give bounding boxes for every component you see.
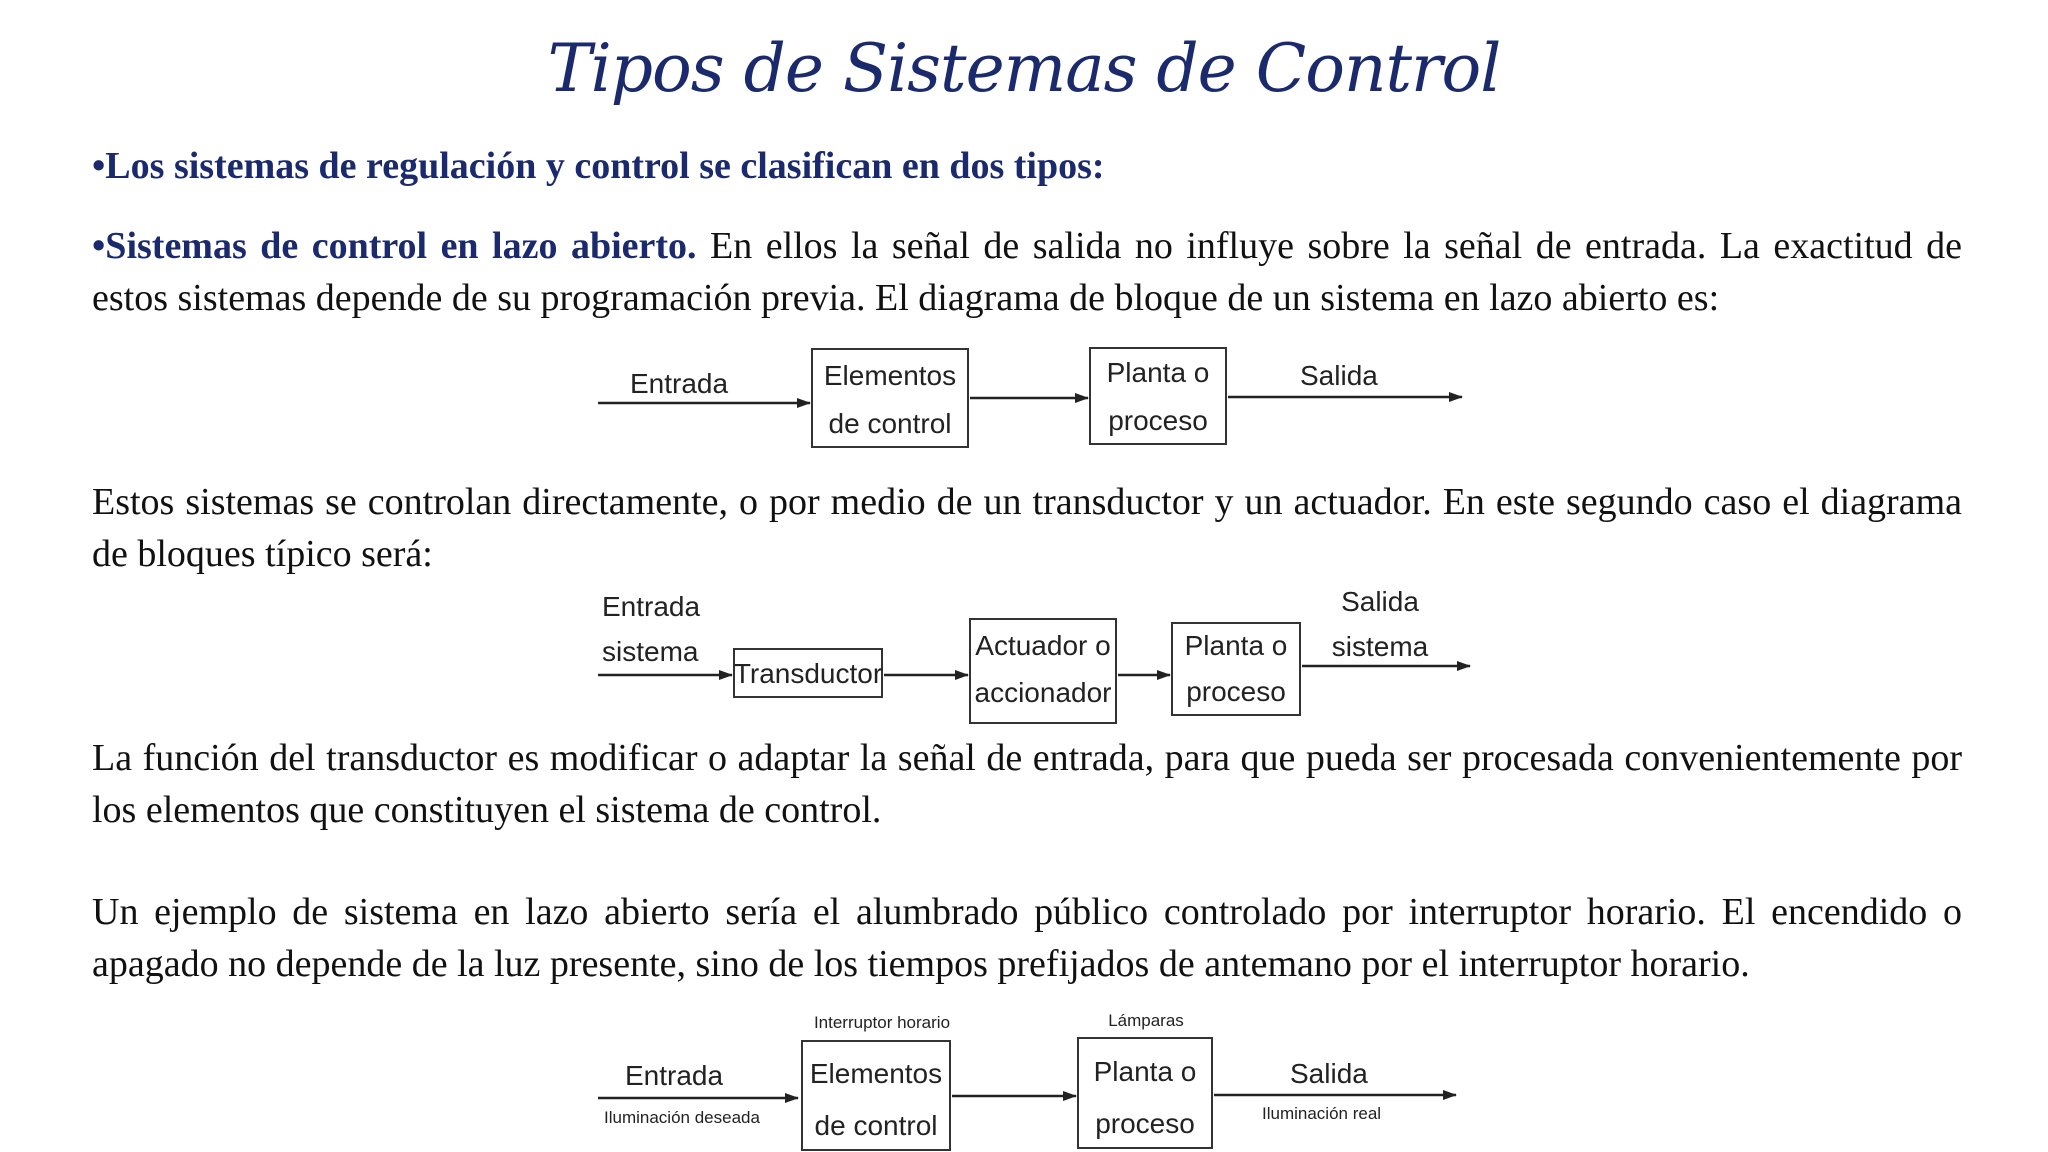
block-label: proceso [1108, 405, 1208, 436]
block-label: Transductor [733, 658, 883, 689]
intro-text: •Los sistemas de regulación y control se clasifican en dos tipos: [92, 145, 1105, 187]
open-loop-heading: •Sistemas de control en lazo abierto. [92, 225, 697, 267]
block-label: Elementos [809, 1058, 943, 1089]
block-label: Elementos [823, 360, 957, 391]
diagram3-input-sublabel: Iluminación deseada [604, 1108, 760, 1127]
block-label: de control [828, 408, 952, 439]
transducer-block-diagram [590, 583, 1490, 723]
page-title: Tipos de Sistemas de Control [547, 30, 1501, 107]
example-paragraph: Un ejemplo de sistema en lazo abierto sería el alumbrado público controlado por interruptor horario. El encendido o apagado no depende de la luz presente, sino de los tiempos prefijados de antemano por el interruptor horario. [92, 891, 1962, 985]
diagram3-input-label: Entrada [625, 1060, 724, 1091]
block-label: Planta o [1184, 630, 1288, 661]
diagram2-input-label: sistema [602, 636, 699, 667]
diagram3-output-label: Salida [1290, 1058, 1368, 1089]
diagram1-output-label: Salida [1300, 360, 1378, 391]
block-label: Planta o [1093, 1056, 1197, 1087]
function-paragraph: La función del transductor es modificar o adaptar la señal de entrada, para que pueda ser procesada convenientemente por los elementos que constituyen el sistema de control. [92, 737, 1962, 831]
block-label: de control [814, 1110, 938, 1141]
block-label: proceso [1095, 1108, 1195, 1139]
diagram2-output-label: sistema [1331, 631, 1429, 662]
block-label: proceso [1186, 676, 1286, 707]
diagram3-block2-caption: Lámparas [1108, 1011, 1184, 1030]
diagram1-input-label: Entrada [630, 368, 729, 399]
open-loop-block-diagram [590, 345, 1490, 460]
diagram2-output-label: Salida [1341, 586, 1419, 617]
block-label: Actuador o [975, 630, 1111, 661]
block-label: Planta o [1106, 357, 1210, 388]
block-label: accionador [974, 677, 1112, 708]
open-loop-text: En ellos la señal de salida no influye sobre la señal de entrada. La exactitud de estos sistemas depende de su programación previa. El diagrama de bloque de un sistema en lazo abierto es: [92, 225, 1962, 319]
diagram3-block1-caption: Interruptor horario [813, 1013, 951, 1032]
diagram2-input-label: Entrada [602, 591, 701, 622]
transducer-paragraph: Estos sistemas se controlan directamente, o por medio de un transductor y un actuador. En este segundo caso el diagrama de bloques típico será: [92, 481, 1962, 575]
open-loop-paragraph [92, 220, 1962, 324]
street-lighting-block-diagram [590, 1008, 1490, 1152]
diagram3-output-sublabel: Iluminación real [1262, 1104, 1382, 1123]
